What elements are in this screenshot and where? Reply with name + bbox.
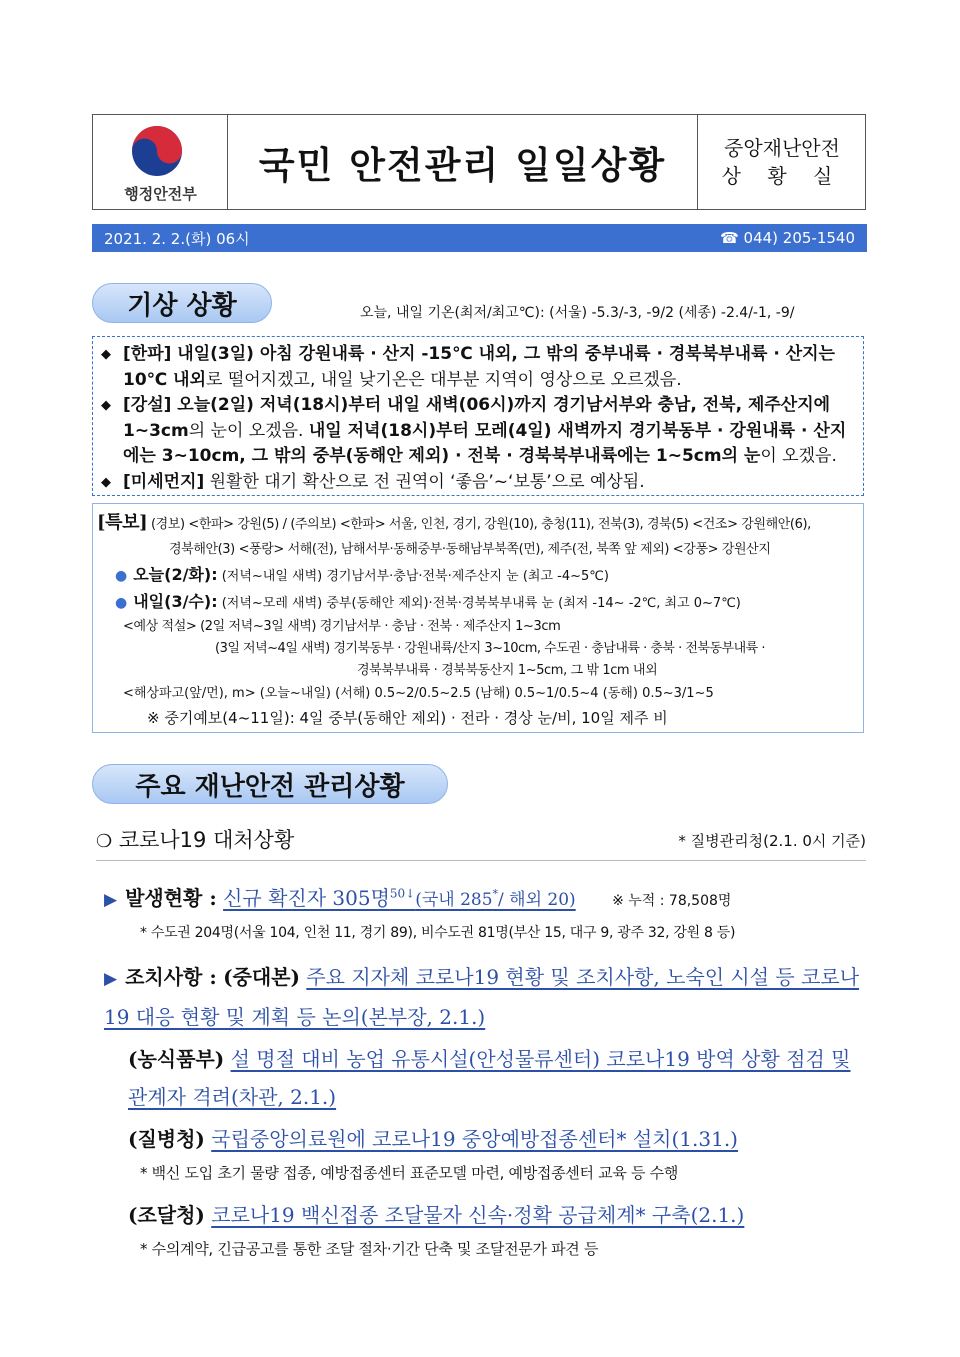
action-procurement (128, 1198, 868, 1232)
snow-text: 의 눈이 오겠음. (188, 420, 309, 441)
bullet-dot-icon: ● (115, 595, 128, 611)
action-central (104, 958, 868, 1036)
weather-summary-box (92, 336, 864, 496)
action-text-procurement: 코로나19 백신접종 조달물자 신속·정확 공급체계* 구축(2.1.) (211, 1203, 745, 1227)
action-kdca (128, 1122, 868, 1156)
overseas-cases: / 해외 20) (498, 890, 576, 910)
wave-height: <해상파고(앞/먼), m> (오늘~내일) (서해) 0.5~2/0.5~2.5 (남해) 0.5~1/0.5~4 (동해) 0.5~3/1~5 (123, 686, 714, 701)
alert-label: [특보] (97, 512, 148, 533)
weather-item-cold (101, 342, 855, 393)
report-date: 2021. 2. 2.(화) 06시 (104, 229, 250, 248)
new-cases: 신규 확진자 305명 (223, 886, 390, 910)
taegeuk-logo-icon (131, 125, 183, 177)
action-text-central: 주요 지자체 코로나19 현황 및 조치사항, 노숙인 시설 등 코로나19 대응 현황 및 계획 등 논의(본부장, 2.1.) (104, 965, 860, 1029)
today-detail: (저녁~내일 새벽) 경기남서부·충남·전북·제주산지 눈 (217, 569, 519, 584)
contact-phone: ☎ 044) 205-1540 (720, 229, 855, 247)
snow-bold-text: [강설] 오늘(2일) 저녁(18시)부터 내일 새벽(06시)까지 경기남서부와 충남, 전북, 제주산지에 1~3cm (123, 395, 831, 441)
action-org-procurement: (조달청) (128, 1203, 205, 1227)
document-header (92, 114, 866, 210)
today-temp: (최고 -4~5℃) (518, 569, 609, 584)
action-agriculture (128, 1040, 868, 1116)
today-label: 오늘(2/화): (133, 565, 218, 584)
action-note-kdca: * 백신 도입 초기 물량 접종, 예방접종센터 표준모델 마련, 예방접종센터 교육 등 수행 (140, 1164, 679, 1182)
action-text-kdca: 국립중앙의료원에 코로나19 중앙예방접종센터* 설치(1.31.) (211, 1127, 738, 1151)
temperature-line: 오늘, 내일 기온(최저/최고℃): (서울) -5.3/-3, -9/2 (세종) -2.4/-1, -9/ (360, 305, 795, 321)
action-text-agriculture: 설 명절 대비 농업 유통시설(안성물류센터) 코로나19 방역 상황 점검 및 관계자 격려(차관, 2.1.) (128, 1047, 851, 1109)
logo-cell (93, 115, 228, 209)
snow-forecast-2: (3일 저녁~4일 새벽) 경기북동부 · 강원내륙/산지 3~10cm, 수도권 · 충남내륙 · 충북 · 전북동부내륙 · (215, 641, 765, 656)
snow-forecast-1: <예상 적설> (2일 저녁~3일 새벽) 경기남서부 · 충남 · 전북 · 제주산지 1~3cm (123, 619, 561, 634)
domestic-asterisk: * (492, 887, 499, 901)
bullet-dot-icon: ● (115, 568, 128, 584)
occurrence-main (223, 886, 576, 910)
tomorrow-detail: (저녁~모레 새벽) 중부(동해안 제외)·전북·경북북부내륙 눈 (217, 596, 554, 611)
snow-bold-text-2: 내일 저녁(18시)부터 모레(4일) 새벽까지 경기북동부 · 강원내륙 · 산지에는 3~10cm, 그 밖의 중부(동해안 제외) · 전북 · 경북북부내륙에는 1~5cm의 눈 (123, 420, 847, 466)
cold-text: 로 떨어지겠고, 내일 낮기온은 대부분 지역이 영상 (206, 369, 573, 390)
cold-bold-text: [한파] 내일(3일) 아침 강원내륙 · 산지 -15℃ 내외, 그 밖의 중부내륙 · 경북북부내륙 · 산지는 10℃ 내외 (123, 344, 835, 390)
alert-line-2: 경북해안(3) <풍랑> 서해(전), 남해서부·동해중부·동해남부북쪽(먼), 제주(전, 북쪽 앞 제외) <강풍> 강원산지 (169, 542, 771, 557)
triangle-bullet-icon: ▶ (104, 890, 118, 910)
document-title: 국민 안전관리 일일상황 (228, 115, 698, 209)
tomorrow-temp: (최저 -14~ -2℃, 최고 0~7℃) (553, 596, 741, 611)
corona-note: * 질병관리청(2.1. 0시 기준) (678, 832, 866, 850)
triangle-bullet-icon: ▶ (104, 969, 118, 989)
forecast-today (97, 562, 853, 589)
date-bar (92, 224, 867, 252)
new-cases-change: 50↓ (389, 886, 416, 901)
circle-bullet-icon: ❍ (96, 831, 113, 852)
snow-text-end: 이 오겠음. (760, 446, 837, 466)
cold-text-end: 으로 오르겠음. (572, 369, 682, 390)
occurrence-note: * 수도권 204명(서울 104, 인천 11, 경기 89), 비수도권 81명(부산 15, 대구 9, 광주 32, 강원 8 등) (140, 925, 736, 941)
midterm-forecast: ※ 중기예보(4~11일): 4일 중부(동해안 제외) · 전라 · 경상 눈/비, 10일 제주 비 (147, 709, 668, 727)
corona-title: 코로나19 대처상황 (118, 828, 295, 852)
occurrence-line (104, 882, 866, 911)
domestic-cases: (국내 285 (415, 890, 493, 910)
action-org-kdca: (질병청) (128, 1127, 205, 1151)
corona-section-header (96, 824, 866, 861)
tomorrow-label: 내일(3/수): (133, 592, 218, 611)
dust-bold-text: [미세먼지] (123, 471, 205, 492)
alert-line-1 (97, 510, 853, 537)
dust-text: 원활한 대기 확산으로 전 권역이 ‘좋음’~‘보통’으로 예상됨. (204, 471, 645, 492)
weather-alert-box (92, 503, 864, 733)
action-note-procurement: * 수의계약, 긴급공고를 통한 조달 절차·기간 단축 및 조달전문가 파견 등 (140, 1240, 599, 1258)
org-line-1: 중앙재난안전 (724, 136, 840, 160)
org-name (698, 115, 866, 209)
action-label: 조치사항 : (125, 965, 217, 989)
logo-text: 행정안전부 (124, 185, 197, 203)
weather-heading: 기상 상황 (92, 283, 272, 323)
cumulative-cases: ※ 누적 : 78,508명 (612, 893, 732, 909)
disaster-heading: 주요 재난안전 관리상황 (92, 764, 448, 804)
action-org-agriculture: (농식품부) (128, 1047, 225, 1071)
occurrence-label: 발생현황 : (125, 886, 217, 910)
alert-detail-1: (경보) <한파> 강원(5) / (주의보) <한파> 서울, 인천, 경기, 강원(10), 충청(11), 전북(3), 경북(5) <건조> 강원해안(6), (147, 517, 811, 532)
org-line-2: 상 황 실 (721, 164, 843, 188)
weather-item-dust (101, 470, 855, 496)
forecast-tomorrow (97, 589, 853, 616)
action-org-central: (중대본) (223, 965, 300, 989)
snow-forecast-3: 경북북부내륙 · 경북북동산지 1~5cm, 그 밖 1cm 내외 (357, 663, 658, 678)
weather-item-snow (101, 393, 855, 470)
